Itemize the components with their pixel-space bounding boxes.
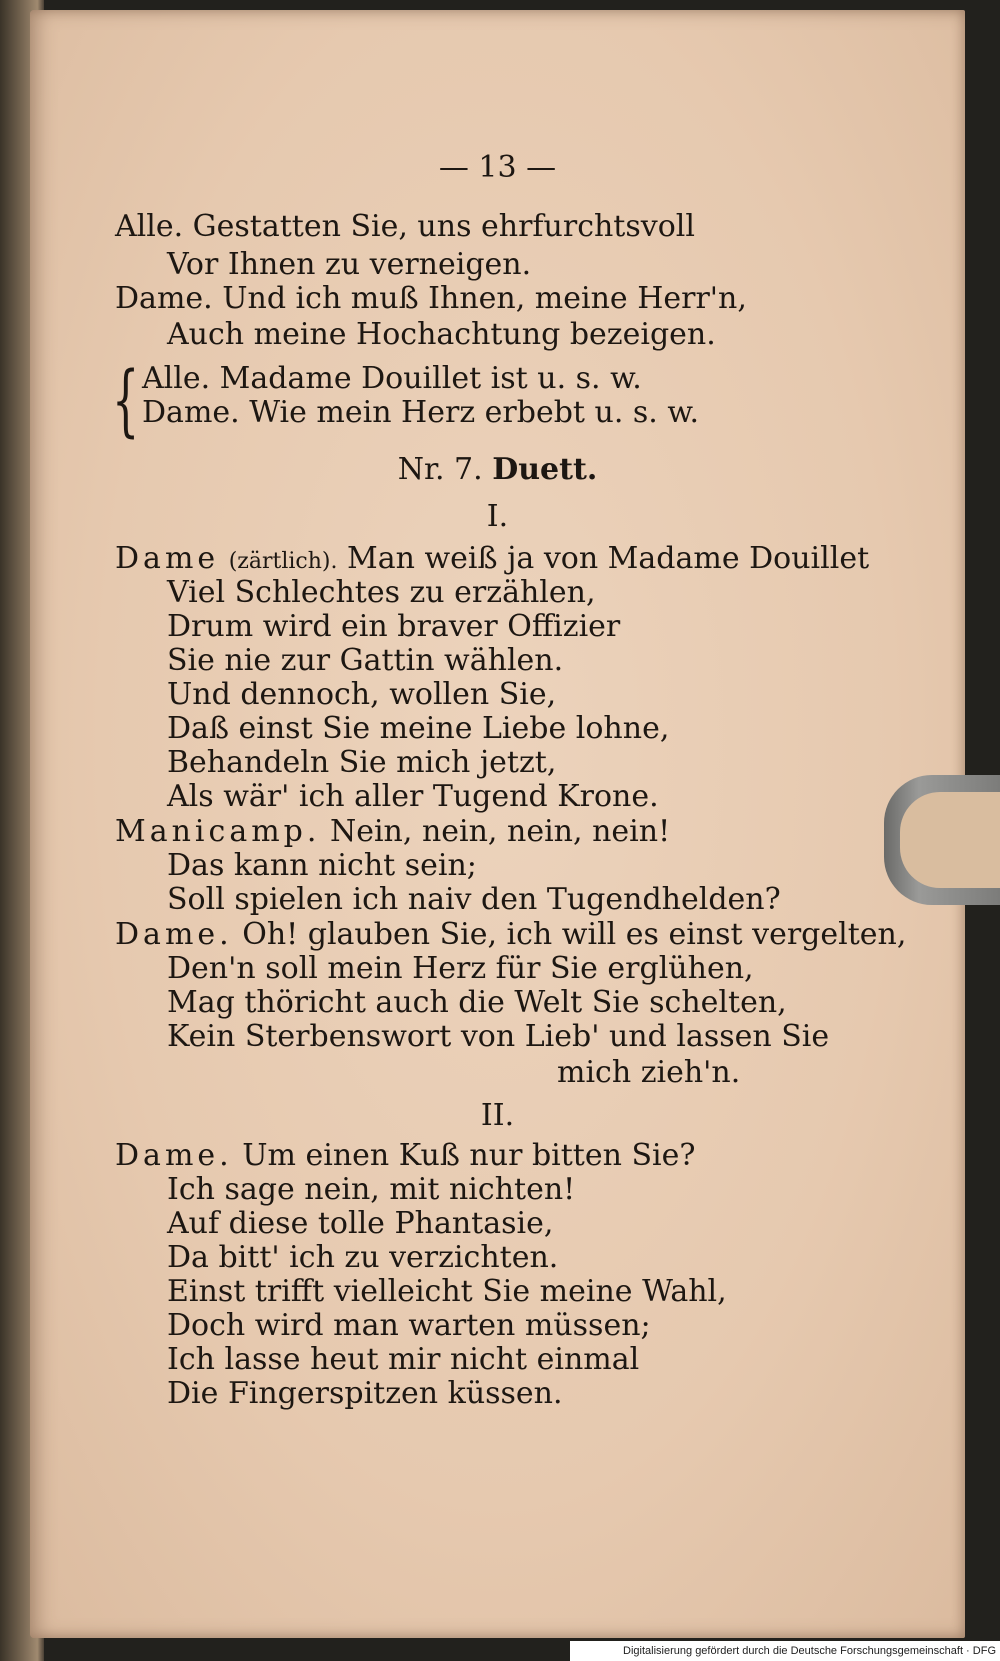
text-line: Man weiß ja von Madame Douillet [347, 541, 870, 576]
speaker-name: Manicamp. [115, 814, 321, 849]
verse-number-two: II. [480, 1098, 515, 1133]
stage-direction: (zärtlich). [228, 549, 338, 574]
text-line: Behandeln Sie mich jetzt, [167, 745, 557, 780]
text-line: Oh! glauben Sie, ich will es einst vergelten, [242, 917, 907, 952]
text-line: Viel Schlechtes zu erzählen, [167, 575, 596, 610]
text-line: Und dennoch, wollen Sie, [167, 677, 557, 712]
text-line: Dame. Wie mein Herz erbebt u. s. w. [142, 395, 700, 430]
text-line: Nein, nein, nein, nein! [329, 814, 671, 849]
text-line: Doch wird man warten müssen; [167, 1308, 651, 1343]
section-number: Nr. 7. [397, 452, 483, 487]
text-line: Ich lasse heut mir nicht einmal [167, 1342, 640, 1377]
verse-number-one: I. [486, 499, 509, 534]
text-line: Daß einst Sie meine Liebe lohne, [167, 711, 670, 746]
text-line: Die Fingerspitzen küssen. [167, 1376, 563, 1411]
text-line: Da bitt' ich zu verzichten. [167, 1240, 559, 1275]
text-line: Alle. Madame Douillet ist u. s. w. [142, 361, 642, 396]
text-line: Dame. Und ich muß Ihnen, meine Herr'n, [115, 281, 747, 316]
curly-brace-icon: { [112, 356, 140, 446]
text-line: Mag thöricht auch die Welt Sie schelten, [167, 985, 787, 1020]
section-heading [30, 450, 965, 490]
speaker-name: Dame. [115, 1138, 233, 1173]
page-text [30, 10, 965, 1638]
book-page [30, 10, 965, 1638]
text-line: Den'n soll mein Herz für Sie erglühen, [167, 951, 754, 986]
text-line: Vor Ihnen zu verneigen. [167, 247, 532, 282]
page-number: — 13 — [438, 150, 557, 185]
section-title: Duett. [492, 452, 598, 487]
speaker-line [115, 814, 670, 850]
text-line: Um einen Kuß nur bitten Sie? [242, 1138, 696, 1173]
text-line: Das kann nicht sein; [167, 848, 477, 883]
speaker-name: Dame. [115, 917, 233, 952]
speaker-line [115, 1138, 695, 1174]
text-line: Drum wird ein braver Offizier [167, 609, 621, 644]
text-line: Kein Sterbenswort von Lieb' und lassen Sie [167, 1019, 830, 1054]
text-line: Soll spielen ich naiv den Tugendhelden? [167, 882, 781, 917]
text-line: Alle. Gestatten Sie, uns ehrfurchtsvoll [115, 209, 695, 244]
text-line-continuation: mich zieh'n. [557, 1055, 741, 1090]
text-line: Einst trifft vielleicht Sie meine Wahl, [167, 1274, 727, 1309]
text-line: Auch meine Hochachtung bezeigen. [167, 317, 716, 352]
digitization-footer: Digitalisierung gefördert durch die Deutsche Forschungsgemeinschaft · DFG [570, 1641, 1000, 1661]
text-line: Als wär' ich aller Tugend Krone. [167, 779, 659, 814]
speaker-name: Dame [115, 541, 220, 576]
page-clip-gap [900, 792, 1000, 888]
text-line: Sie nie zur Gattin wählen. [167, 643, 564, 678]
text-line: Auf diese tolle Phantasie, [167, 1206, 554, 1241]
text-line: Ich sage nein, mit nichten! [167, 1172, 576, 1207]
speaker-line [115, 917, 906, 953]
